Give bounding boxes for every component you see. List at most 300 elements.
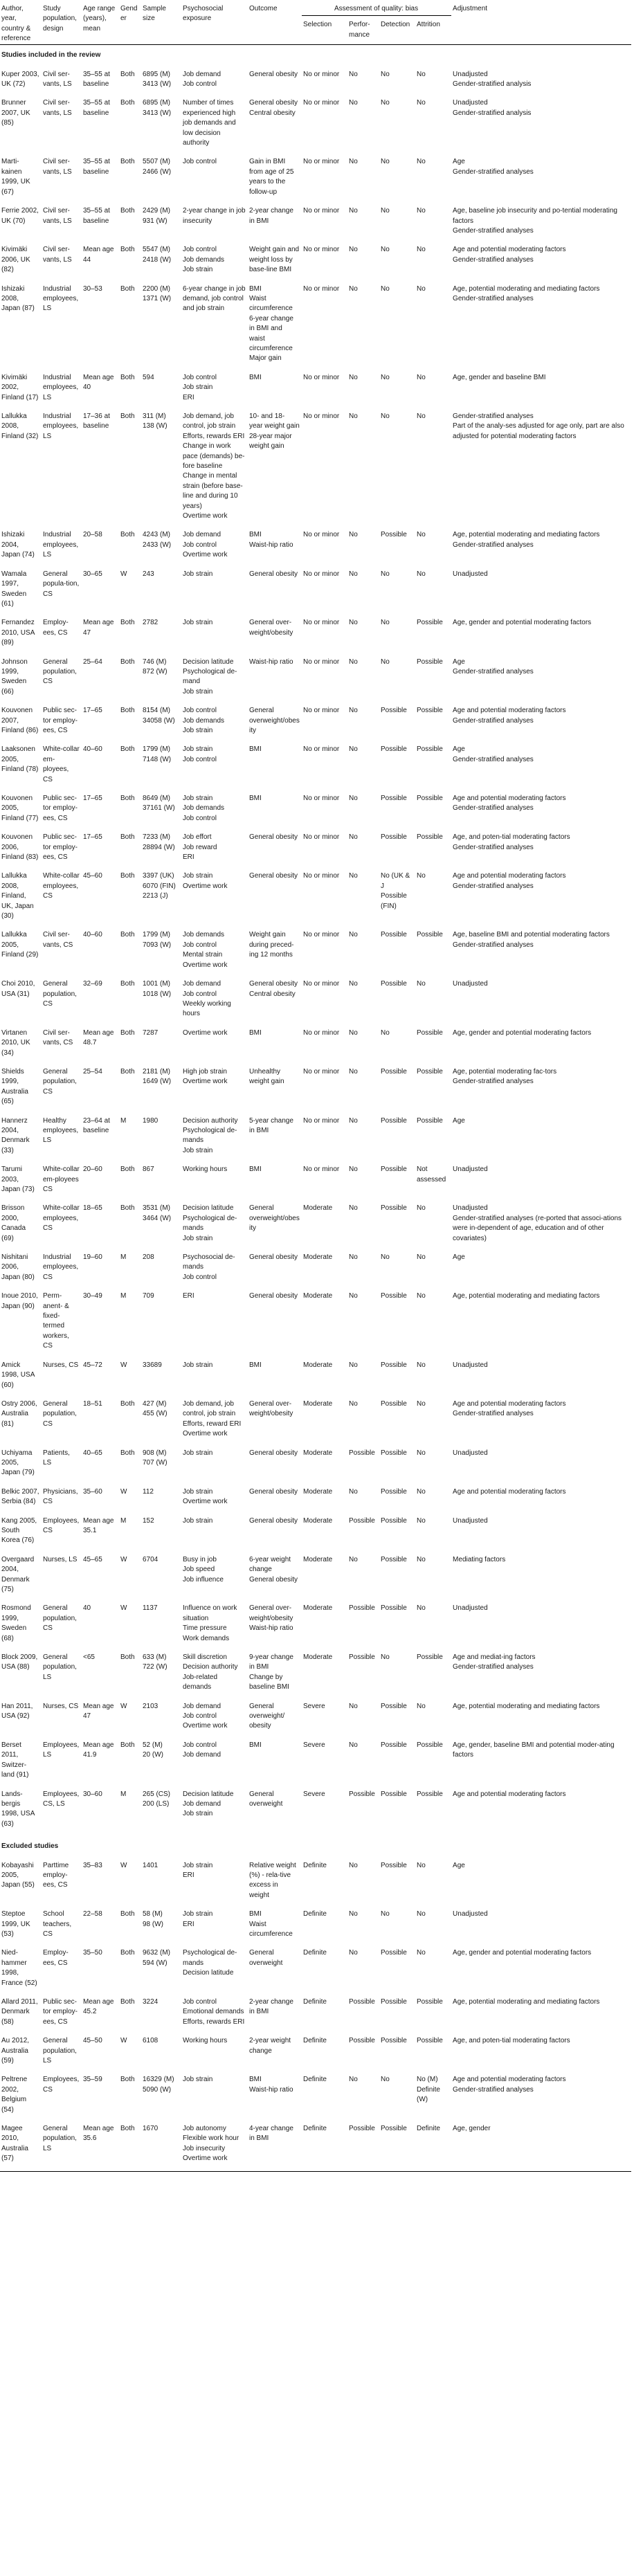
cell-sample-size: 1401: [143, 1861, 158, 1869]
cell-detection: No: [381, 373, 390, 381]
cell-detection: Possible: [381, 1449, 407, 1457]
cell-age: 19–60: [83, 1253, 102, 1262]
cell-population: White-collar employees, CS: [43, 1204, 80, 1233]
cell-selection: Definite: [303, 1949, 327, 1957]
cell-performance: No: [349, 1487, 358, 1496]
cell-detection: No: [381, 619, 390, 627]
cell-selection: No or minor: [303, 246, 340, 254]
cell-performance: No: [349, 207, 358, 215]
cell-age: 25–64: [83, 657, 102, 666]
cell-population: Industrial employees, LS: [43, 412, 79, 440]
cell-sample-size: 867: [143, 1165, 154, 1174]
cell-adjustment: Unadjusted: [453, 1165, 488, 1174]
cell-attrition: No: [417, 1487, 426, 1496]
cell-selection: Definite: [303, 1910, 327, 1919]
cell-exposure: Job strain: [183, 619, 213, 627]
cell-author: Marti-kainen 1999, UK (67): [1, 158, 30, 196]
cell-population: Industrial employees, CS: [43, 1253, 79, 1281]
table-row: [0, 1359, 631, 1397]
cell-attrition: No: [417, 1604, 426, 1613]
cell-sample-size: 3531 (M) 3464 (W): [143, 1204, 172, 1222]
cell-sample-size: 152: [143, 1516, 154, 1525]
cell-selection: Moderate: [303, 1487, 333, 1496]
cell-gender: Both: [120, 412, 135, 420]
table-row: [0, 1739, 631, 1788]
cell-performance: Possible: [349, 1604, 375, 1613]
cell-author: Berset 2011, Switzer-land (91): [1, 1741, 29, 1779]
cell-selection: Severe: [303, 1741, 325, 1749]
cell-selection: Definite: [303, 1861, 327, 1869]
cell-performance: No: [349, 657, 358, 666]
cell-attrition: No: [417, 99, 426, 107]
cell-author: Lands-bergis 1998, USA (63): [1, 1790, 35, 1828]
cell-attrition: No: [417, 1204, 426, 1213]
cell-adjustment: Age and potential moderating factors Gender-stratified analyses: [453, 246, 566, 264]
cell-outcome: 10- and 18- year weight gain 28-year major weight gain: [249, 412, 300, 451]
cell-gender: Both: [120, 745, 135, 754]
cell-population: Patients, LS: [43, 1449, 70, 1467]
cell-age: Mean age 44: [83, 246, 114, 264]
cell-age: 17–36 at baseline: [83, 412, 110, 430]
cell-selection: Moderate: [303, 1555, 333, 1563]
cell-selection: Definite: [303, 2076, 327, 2084]
cell-attrition: No: [417, 1292, 426, 1300]
cell-gender: Both: [120, 795, 135, 802]
cell-gender: Both: [120, 707, 135, 715]
cell-adjustment: Age, gender, baseline BMI and potential moder-ating factors: [453, 1741, 615, 1759]
cell-exposure: Job demand Job control Weekly working hours: [183, 980, 231, 1018]
cell-sample-size: 6895 (M) 3413 (W): [143, 70, 172, 89]
cell-exposure: Job strain ERI: [183, 1861, 213, 1879]
cell-age: 18–51: [83, 1399, 102, 1408]
section-title: Excluded studies: [1, 1842, 59, 1851]
cell-sample-size: 2181 (M) 1649 (W): [143, 1067, 172, 1086]
section-header-row: [0, 1836, 631, 1858]
cell-age: 20–58: [83, 531, 102, 539]
cell-adjustment: Age, potential moderating and mediating factors: [453, 1998, 600, 2006]
cell-performance: No: [349, 570, 358, 578]
cell-detection: No: [381, 1253, 390, 1262]
cell-selection: No or minor: [303, 795, 340, 802]
cell-detection: No: [381, 246, 390, 254]
cell-outcome: General obesity: [249, 570, 298, 578]
cell-age: 17–65: [83, 707, 102, 715]
cell-sample-size: 243: [143, 570, 154, 578]
cell-outcome: BMI: [249, 1165, 262, 1174]
cell-performance: No: [349, 1067, 358, 1076]
cell-exposure: Psychological de-mands Decision latitude: [183, 1949, 237, 1977]
cell-gender: Both: [120, 1204, 135, 1213]
cell-population: Employees, CS: [43, 2076, 80, 2094]
cell-author: Kouvonen 2006, Finland (83): [1, 833, 39, 862]
cell-attrition: No: [417, 1910, 426, 1919]
cell-adjustment: Age: [453, 1861, 465, 1869]
table-row: [0, 1907, 631, 1946]
cell-attrition: No: [417, 1361, 426, 1369]
cell-performance: No: [349, 1165, 358, 1174]
cell-adjustment: Unadjusted: [453, 1361, 488, 1369]
cell-author: Laaksonen 2005, Finland (78): [1, 745, 39, 774]
cell-sample-size: 1137: [143, 1604, 158, 1613]
cell-detection: Possible: [381, 707, 407, 715]
cell-performance: No: [349, 1702, 358, 1710]
cell-selection: No or minor: [303, 158, 340, 166]
cell-attrition: Possible: [417, 745, 443, 754]
cell-selection: No or minor: [303, 1067, 340, 1076]
table-row: [0, 1946, 631, 1995]
cell-performance: Possible: [349, 1653, 375, 1662]
table-row: [0, 1289, 631, 1358]
cell-population: White-collar employees, CS: [43, 872, 80, 900]
cell-gender: Both: [120, 246, 135, 254]
cell-attrition: Possible: [417, 1028, 443, 1037]
cell-age: 20–60: [83, 1165, 102, 1174]
cell-age: 35–55 at baseline: [83, 99, 110, 117]
cell-sample-size: 6108: [143, 2037, 158, 2045]
cell-age: Mean age 35.1: [83, 1516, 114, 1534]
cell-detection: Possible: [381, 1861, 407, 1869]
cell-age: 35–60: [83, 1487, 102, 1496]
cell-outcome: General obesity: [249, 1487, 298, 1496]
cell-detection: Possible: [381, 1204, 407, 1213]
cell-attrition: No: [417, 531, 426, 539]
cell-gender: Both: [120, 931, 135, 939]
cell-author: Amick 1998, USA (60): [1, 1361, 35, 1389]
cell-attrition: Possible: [417, 619, 443, 627]
cell-gender: W: [120, 2037, 127, 2045]
cell-population: Industrial employees, LS: [43, 284, 79, 313]
cell-attrition: No: [417, 373, 426, 381]
cell-age: 22–58: [83, 1910, 102, 1919]
cell-performance: No: [349, 284, 358, 293]
cell-sample-size: 4243 (M) 2433 (W): [143, 531, 172, 549]
table-row: [0, 1514, 631, 1553]
cell-adjustment: Age and potential moderating factors Gender-stratified analyses: [453, 872, 566, 890]
cell-performance: No: [349, 1361, 358, 1369]
cell-exposure: Job control Job demands Job strain: [183, 246, 225, 274]
table-row: [0, 1859, 631, 1908]
cell-age: 18–65: [83, 1204, 102, 1213]
cell-sample-size: 1799 (M) 7148 (W): [143, 745, 172, 763]
cell-author: Magee 2010, Australia (57): [0, 2122, 42, 2171]
cell-age: 35–55 at baseline: [83, 70, 110, 89]
cell-adjustment: Age, potential moderating and mediating factors: [453, 1292, 600, 1300]
cell-population: General population, CS: [43, 1067, 77, 1096]
table-row: [0, 204, 631, 243]
cell-sample-size: 908 (M) 707 (W): [143, 1449, 167, 1467]
cell-age: 30–60: [83, 1790, 102, 1798]
cell-sample-size: 1670: [141, 2122, 181, 2171]
cell-detection: No: [381, 1653, 390, 1662]
cell-age: Mean age 45.2: [83, 1998, 114, 2016]
cell-population: White-collar em-ployees, CS: [43, 745, 80, 783]
cell-age: Mean age 40: [83, 373, 114, 392]
cell-adjustment: Age, baseline job insecurity and po-tential moderating factors Gender-stratified analyses: [453, 207, 617, 235]
table-row: [0, 1995, 631, 2034]
cell-gender: Both: [120, 1028, 135, 1037]
cell-population: Employ-ees, CS: [43, 619, 69, 637]
cell-author: Kouvonen 2005, Finland (77): [1, 795, 39, 822]
cell-selection: No or minor: [303, 207, 340, 215]
cell-author: Ostry 2006, Australia (81): [1, 1399, 37, 1428]
cell-gender: W: [120, 1361, 127, 1369]
cell-performance: No: [349, 1028, 358, 1037]
cell-age: 40–65: [83, 1449, 102, 1457]
cell-detection: Possible: [381, 1067, 407, 1076]
cell-population: Civil ser-vants, LS: [43, 246, 72, 264]
cell-detection: Possible: [381, 531, 407, 539]
cell-gender: W: [120, 1604, 127, 1613]
cell-sample-size: 5547 (M) 2418 (W): [143, 246, 172, 264]
cell-gender: W: [120, 1487, 127, 1496]
cell-performance: No: [349, 531, 358, 539]
cell-attrition: No: [417, 1555, 426, 1563]
cell-population: General population, CS: [43, 657, 77, 686]
cell-exposure: High job strain Overtime work: [183, 1067, 228, 1086]
col-header-gender: Gender: [120, 5, 138, 23]
cell-gender: M: [120, 1516, 127, 1525]
cell-performance: No: [349, 833, 358, 842]
cell-author: Kouvonen 2007, Finland (86): [1, 707, 39, 734]
cell-outcome: BMI: [249, 1361, 262, 1369]
cell-adjustment: Age and potential moderating factors Gender-stratified analyses: [453, 795, 566, 813]
cell-detection: No: [381, 570, 390, 578]
cell-detection: No: [381, 1910, 390, 1919]
table-row: [0, 869, 631, 928]
cell-outcome: BMI Waist-hip ratio: [249, 531, 293, 549]
cell-exposure: Job strain: [183, 2076, 213, 2084]
cell-sample-size: 311 (M) 138 (W): [143, 412, 167, 430]
cell-author: Fernandez 2010, USA (89): [1, 619, 35, 647]
cell-performance: No: [349, 1116, 358, 1125]
cell-outcome: General obesity: [249, 1253, 298, 1262]
cell-exposure: Job effort Job reward ERI: [183, 833, 217, 862]
cell-population: Employees, CS: [43, 1516, 80, 1534]
col-header-attrition: Attrition: [415, 16, 451, 45]
cell-performance: Possible: [349, 1998, 375, 2006]
cell-age: 35–59: [83, 2076, 102, 2084]
cell-exposure: Working hours: [183, 1165, 228, 1174]
cell-detection: Possible: [381, 1790, 407, 1798]
cell-exposure: Decision authority Psychological de-mands Job strain: [183, 1116, 238, 1154]
cell-population: Civil ser-vants, LS: [43, 70, 72, 89]
cell-outcome: General obesity: [249, 1516, 298, 1525]
cell-sample-size: 265 (CS) 200 (LS): [143, 1790, 171, 1808]
cell-gender: Both: [120, 99, 135, 107]
cell-sample-size: 1001 (M) 1018 (W): [143, 980, 172, 998]
table-row: [0, 831, 631, 869]
cell-population: Public sec-tor employ-ees, CS: [43, 1998, 78, 2026]
cell-attrition: Definite: [415, 2122, 451, 2171]
cell-performance: No: [349, 373, 358, 381]
cell-age: 35–55 at baseline: [83, 207, 110, 225]
cell-outcome: BMI Waist circumference 6-year change in BMI and waist circumference Major gain: [249, 284, 293, 363]
cell-sample-size: 7287: [143, 1028, 158, 1037]
cell-adjustment: Age: [453, 1116, 465, 1125]
cell-outcome: Weight gain during preced-ing 12 months: [249, 931, 294, 959]
cell-adjustment: Age, potential moderating and mediating factors Gender-stratified analyses: [453, 531, 600, 549]
cell-outcome: 2-year weight change: [249, 2037, 291, 2055]
table-row: [0, 1446, 631, 1485]
cell-attrition: No: [417, 872, 426, 880]
cell-exposure: Decision latitude Job demand Job strain: [183, 1790, 234, 1818]
cell-adjustment: Unadjusted Gender-stratified analysis: [453, 70, 532, 89]
cell-gender: W: [120, 1702, 127, 1710]
cell-author: Steptoe 1999, UK (53): [1, 1910, 30, 1938]
cell-sample-size: 746 (M) 872 (W): [143, 657, 167, 675]
cell-selection: No or minor: [303, 1028, 340, 1037]
cell-age: 45–72: [83, 1361, 102, 1369]
cell-outcome: 4-year change in BMI: [248, 2122, 302, 2171]
cell-sample-size: 427 (M) 455 (W): [143, 1399, 167, 1418]
cell-attrition: No: [417, 1702, 426, 1710]
cell-selection: Moderate: [303, 1604, 333, 1613]
cell-age: Mean age 47: [83, 619, 114, 637]
cell-population: Public sec-tor employ-ees, CS: [43, 833, 78, 862]
section-title: Studies included in the review: [0, 45, 631, 68]
cell-outcome: General obesity Central obesity: [249, 980, 298, 998]
cell-population: Employ-ees, CS: [43, 1949, 69, 1967]
cell-performance: No: [349, 70, 358, 78]
cell-detection: Possible: [381, 745, 407, 754]
cell-outcome: BMI Waist-hip ratio: [249, 2076, 293, 2094]
cell-selection: No or minor: [303, 531, 340, 539]
cell-gender: Both: [120, 1165, 135, 1174]
cell-detection: Possible: [381, 1702, 407, 1710]
cell-performance: No: [349, 931, 358, 939]
cell-exposure: Job strain ERI: [183, 1910, 213, 1928]
cell-selection: No or minor: [303, 1165, 340, 1174]
cell-author: Johnson 1999, Sweden (66): [1, 657, 28, 696]
cell-adjustment: Age Gender-stratified analyses: [453, 657, 534, 675]
cell-detection: Possible: [381, 1165, 407, 1174]
cell-outcome: 9-year change in BMI Change by baseline BMI: [249, 1653, 293, 1691]
cell-selection: Definite: [303, 1998, 327, 2006]
cell-author: Kivimäki 2006, UK (82): [1, 246, 30, 274]
cell-attrition: No: [417, 158, 426, 166]
cell-outcome: General overweight: [249, 1949, 283, 1967]
cell-exposure: Psychosocial de-mands Job control: [183, 1253, 235, 1281]
cell-sample-size: 6895 (M) 3413 (W): [143, 99, 172, 117]
cell-exposure: Working hours: [183, 2037, 228, 2045]
cell-author: Ferrie 2002, UK (70): [1, 207, 39, 225]
cell-gender: Both: [120, 207, 135, 215]
col-header-group-bias: Assessment of quality: bias: [302, 4, 451, 16]
cell-sample-size: 112: [143, 1487, 154, 1496]
cell-attrition: No: [417, 1449, 426, 1457]
col-header-sample-size: Sample size: [143, 5, 166, 23]
cell-exposure: Job demand Job control: [183, 70, 221, 89]
cell-outcome: General overweight: [249, 1790, 283, 1808]
cell-adjustment: Age, gender and potential moderating factors: [453, 619, 592, 627]
study-quality-table: [0, 4, 631, 2172]
cell-author: Kang 2005, South Korea (76): [1, 1516, 37, 1545]
cell-gender: Both: [120, 1449, 135, 1457]
cell-adjustment: Unadjusted: [453, 570, 488, 578]
cell-performance: No: [349, 619, 358, 627]
cell-detection: Possible: [381, 1741, 407, 1749]
cell-population: General population, LS: [43, 2037, 77, 2065]
table-row: [0, 96, 631, 155]
cell-gender: W: [120, 1555, 127, 1563]
cell-age: 45–65: [83, 1555, 102, 1563]
cell-attrition: Possible: [417, 1067, 443, 1076]
cell-age: 32–69: [83, 980, 102, 988]
cell-selection: No or minor: [303, 284, 340, 293]
cell-detection: No: [381, 657, 390, 666]
cell-adjustment: Age Gender-stratified analyses: [453, 745, 534, 763]
cell-sample-size: 208: [143, 1253, 154, 1262]
cell-selection: No or minor: [303, 619, 340, 627]
cell-detection: No: [381, 99, 390, 107]
cell-population: School teachers, CS: [43, 1910, 72, 1938]
cell-adjustment: Age, gender and potential moderating factors: [453, 1949, 592, 1957]
cell-detection: No: [381, 158, 390, 166]
table-row: [0, 1485, 631, 1514]
cell-author: Allard 2011, Denmark (58): [1, 1998, 38, 2026]
cell-age: 23–64 at baseline: [83, 1116, 110, 1134]
table-row: [0, 1026, 631, 1065]
cell-population: Civil ser-vants, LS: [43, 207, 72, 225]
cell-gender: Both: [120, 158, 135, 166]
cell-sample-size: 2782: [143, 619, 158, 627]
cell-author: Belkic 2007, Serbia (84): [1, 1487, 39, 1506]
cell-exposure: Job demand Job control Overtime work: [183, 531, 228, 559]
cell-performance: Possible: [349, 1516, 375, 1525]
cell-detection: Possible: [381, 1399, 407, 1408]
cell-exposure: Job strain: [183, 1516, 213, 1525]
cell-author: Shields 1999, Australia (65): [1, 1067, 28, 1106]
cell-adjustment: Unadjusted: [453, 1910, 488, 1919]
table-body: [0, 45, 631, 2171]
col-header-age: Age range (years), mean: [83, 5, 116, 33]
cell-population: General popula-tion, CS: [43, 570, 80, 598]
table-row: [0, 2034, 631, 2073]
cell-sample-size: 58 (M) 98 (W): [143, 1910, 163, 1928]
cell-outcome: General obesity: [249, 833, 298, 842]
cell-attrition: No: [417, 980, 426, 988]
col-header-author: Author, year, country & reference: [1, 5, 31, 43]
cell-gender: M: [120, 1253, 127, 1262]
cell-sample-size: 52 (M) 20 (W): [143, 1741, 163, 1759]
cell-outcome: General overweight/ obesity: [249, 1702, 285, 1730]
cell-attrition: No: [417, 284, 426, 293]
table-row: [0, 528, 631, 567]
cell-detection: Possible: [381, 1292, 407, 1300]
table-row: [0, 1651, 631, 1700]
cell-author: Wamala 1997, Sweden (61): [1, 570, 27, 608]
cell-age: Mean age 35.6: [82, 2122, 119, 2171]
cell-sample-size: 1980: [143, 1116, 158, 1125]
cell-adjustment: Age and potential moderating factors Gender-stratified analyses: [453, 2076, 566, 2094]
cell-population: Industrial employees, LS: [43, 373, 79, 401]
cell-exposure: Job strain Overtime work: [183, 1487, 228, 1506]
cell-attrition: No: [417, 1516, 426, 1525]
cell-population: Civil ser-vants, CS: [43, 1028, 73, 1047]
cell-attrition: No: [417, 1253, 426, 1262]
cell-gender: W: [120, 1861, 127, 1869]
cell-age: 40: [83, 1604, 91, 1613]
cell-selection: Moderate: [303, 1292, 333, 1300]
cell-selection: Definite: [303, 2037, 327, 2045]
cell-performance: No: [349, 1555, 358, 1563]
cell-population: Nurses, CS: [43, 1702, 79, 1710]
cell-exposure: Job autonomy Flexible work hour Job insecurity Overtime work: [181, 2122, 248, 2171]
cell-attrition: No (M) Definite (W): [417, 2076, 440, 2104]
cell-gender: Both: [120, 284, 135, 293]
cell-adjustment: Unadjusted Gender-stratified analysis: [453, 99, 532, 117]
cell-sample-size: 7233 (M) 28894 (W): [143, 833, 175, 851]
